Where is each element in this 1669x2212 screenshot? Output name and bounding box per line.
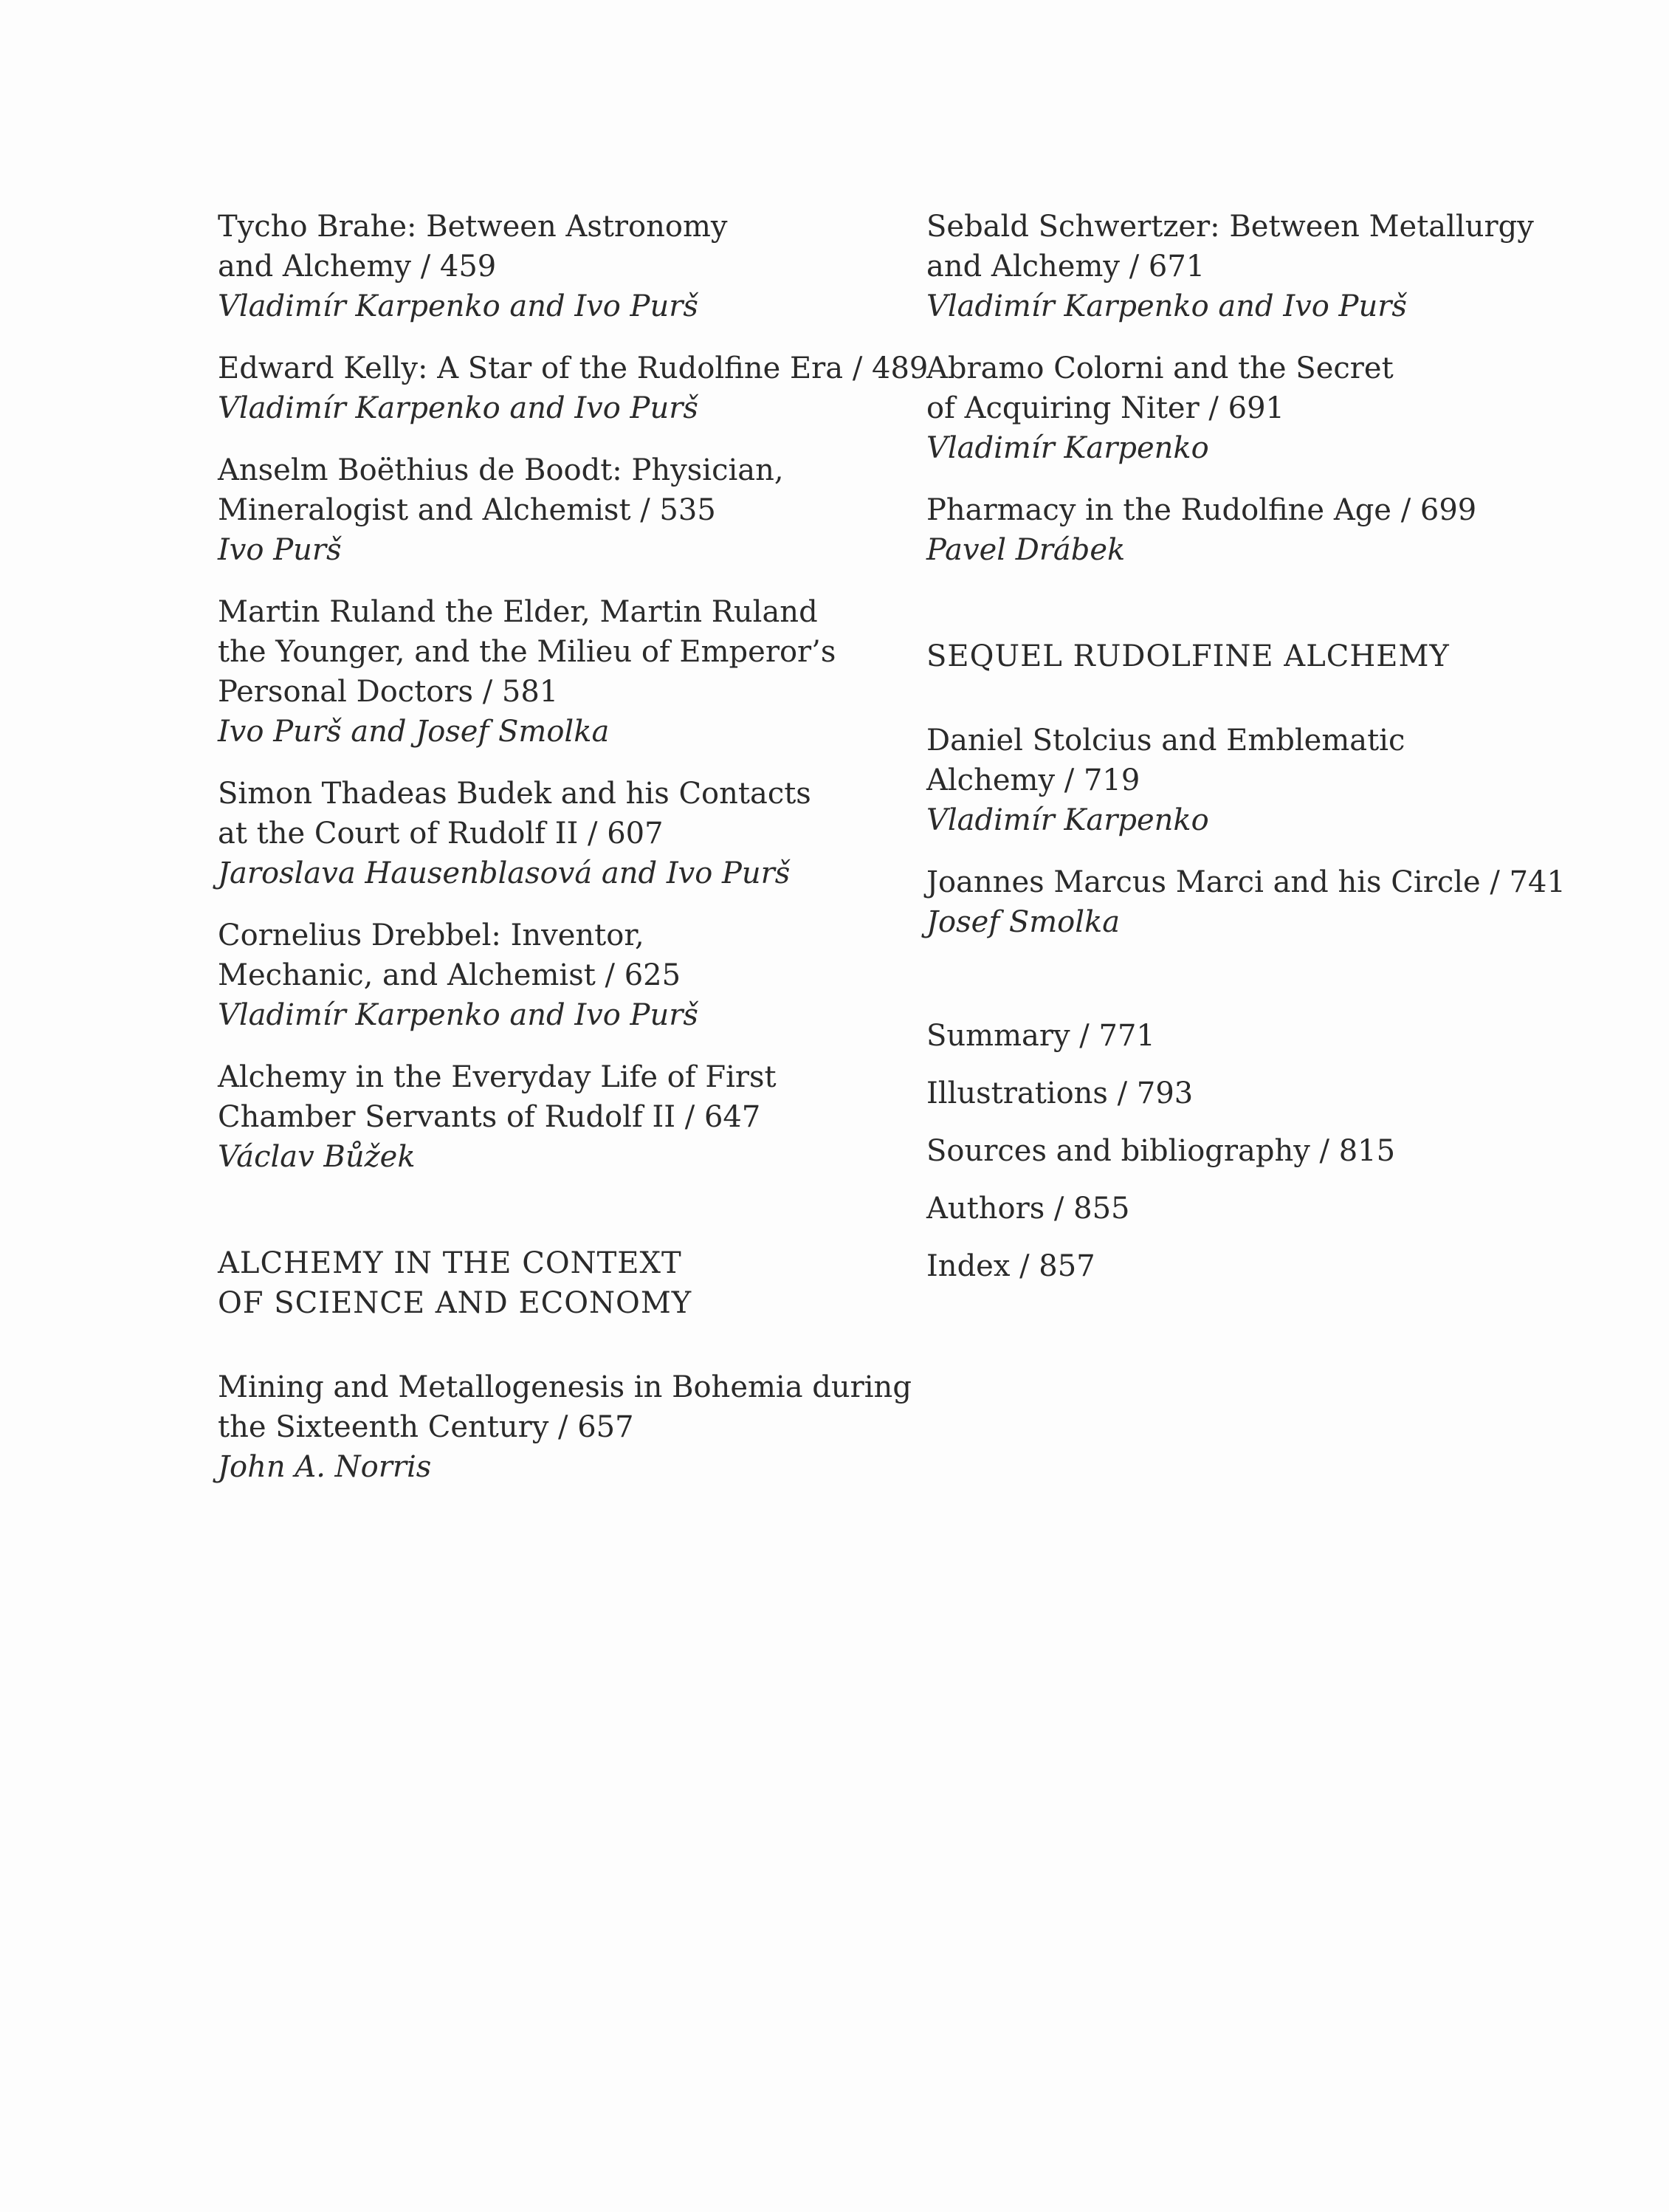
entry-title-line: Sebald Schwertzer: Between Metallurgy [926,210,1534,244]
toc-right-column [926,207,1591,1304]
entry-title-line: at the Court of Rudolf II / 607 [218,817,664,851]
section-heading: SEQUEL RUDOLFINE ALCHEMY [926,639,1450,673]
toc-entry [218,916,882,1035]
section-heading: ALCHEMY IN THE CONTEXT [218,1246,682,1280]
toc-entry [218,450,882,570]
entry-author: Vladimír Karpenko [926,803,1209,837]
entry-title-line: of Acquiring Niter / 691 [926,391,1284,425]
toc-entry [218,1367,912,1487]
back-matter-item: Illustrations / 793 [926,1076,1194,1110]
entry-title-line: Cornelius Drebbel: Inventor, [218,918,644,952]
entry-title-line: Anselm Boëthius de Boodt: Physician, [218,453,784,487]
entry-author: Václav Bůžek [218,1140,416,1174]
entry-author: Ivo Purš and Josef Smolka [218,715,610,749]
entry-title-line: the Sixteenth Century / 657 [218,1410,634,1444]
entry-author: Pavel Drábek [926,533,1126,567]
entry-title-line: Personal Doctors / 581 [218,675,559,709]
entry-title-line: Mechanic, and Alchemist / 625 [218,958,681,992]
toc-entry [218,592,882,752]
entry-author: Vladimír Karpenko and Ivo Purš [218,289,698,323]
toc-entry [926,490,1591,570]
entry-title-line: and Alchemy / 671 [926,250,1205,284]
entry-title-line: and Alchemy / 459 [218,250,497,284]
entry-author: Josef Smolka [926,905,1121,939]
toc-entry [218,1057,882,1177]
entry-title-line: Joannes Marcus Marci and his Circle / 741 [926,865,1566,899]
toc-left-column [218,207,929,1509]
entry-author: Vladimír Karpenko [926,431,1209,465]
toc-entry [926,207,1591,326]
toc-entry [218,207,882,326]
entry-title-line: Daniel Stolcius and Emblematic [926,724,1405,758]
section-heading: OF SCIENCE AND ECONOMY [218,1286,692,1320]
entry-title-line: Simon Thadeas Budek and his Contacts [218,777,811,811]
entry-author: Vladimír Karpenko and Ivo Purš [218,391,698,425]
toc-entry [926,348,1591,468]
entry-title-line: Chamber Servants of Rudolf II / 647 [218,1100,761,1134]
back-matter-item: Summary / 771 [926,1019,1155,1053]
back-matter-item: Authors / 855 [926,1192,1130,1226]
toc-entry [218,348,929,428]
entry-title-line: Alchemy / 719 [926,763,1140,797]
entry-author: Vladimír Karpenko and Ivo Purš [218,998,698,1032]
back-matter-item: Index / 857 [926,1249,1095,1283]
entry-author: Ivo Purš [218,533,342,567]
entry-author: Vladimír Karpenko and Ivo Purš [926,289,1407,323]
entry-title-line: the Younger, and the Milieu of Emperor’s [218,635,836,669]
toc-entry [926,721,1591,840]
entry-title-line: Mineralogist and Alchemist / 535 [218,493,716,527]
entry-title-line: Pharmacy in the Rudolfine Age / 699 [926,493,1477,527]
entry-author: Jaroslava Hausenblasová and Ivo Purš [218,856,791,890]
entry-title-line: Alchemy in the Everyday Life of First [218,1060,777,1094]
toc-entry [218,774,882,893]
entry-title-line: Abramo Colorni and the Secret [926,351,1394,385]
entry-title-line: Tycho Brahe: Between Astronomy [218,210,728,244]
entry-title-line: Mining and Metallogenesis in Bohemia during [218,1370,912,1404]
toc-entry [926,862,1591,942]
entry-title-line: Edward Kelly: A Star of the Rudolfine Era / 489 [218,351,929,385]
entry-title-line: Martin Ruland the Elder, Martin Ruland [218,595,818,629]
entry-author: John A. Norris [218,1450,432,1484]
back-matter-item: Sources and bibliography / 815 [926,1134,1396,1168]
